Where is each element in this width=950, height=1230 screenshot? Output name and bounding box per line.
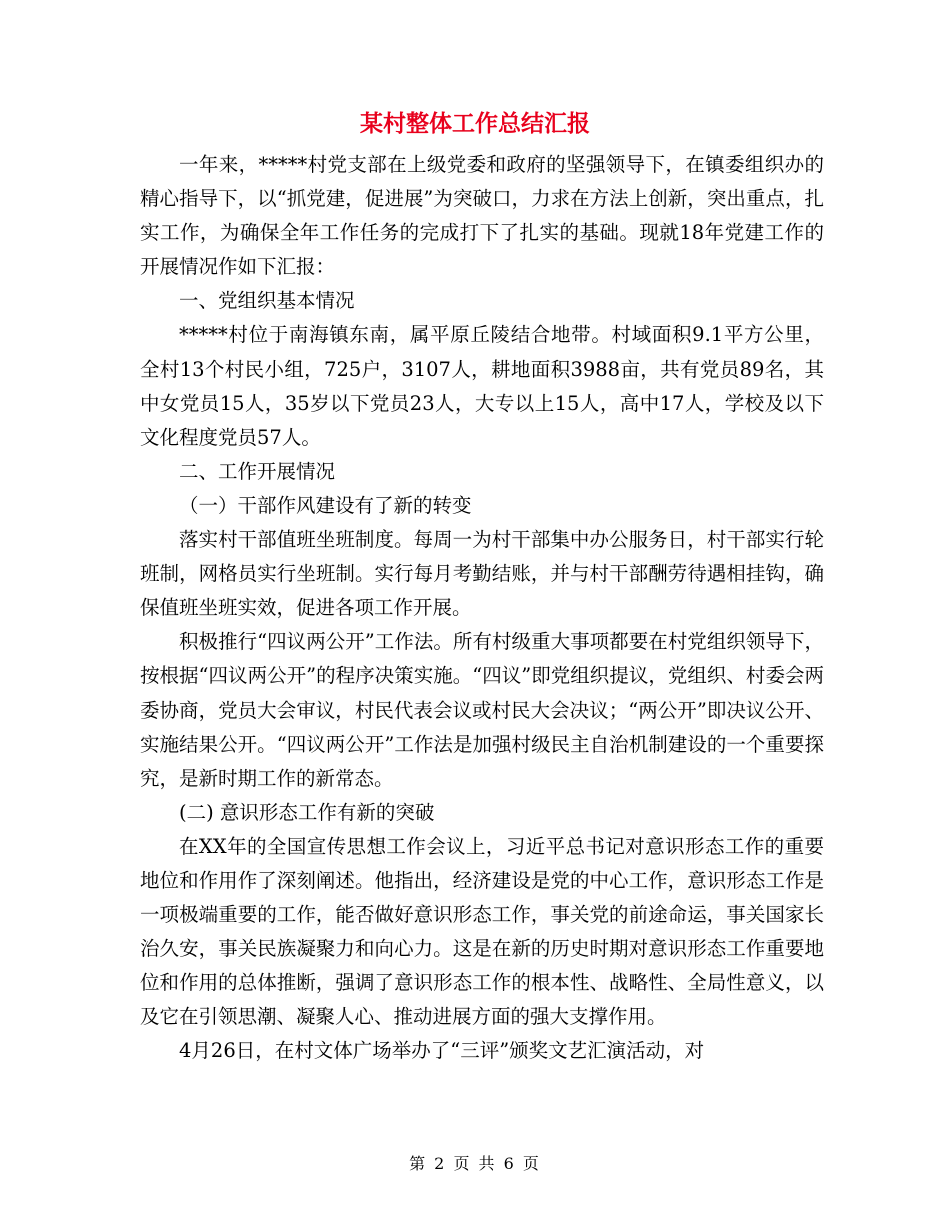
subsection-heading-cadre-style: （一）干部作风建设有了新的转变 [179, 493, 472, 517]
section-heading-work: 二、工作开展情况 [179, 459, 336, 483]
paragraph-basic-info: *****村位于南海镇东南，属平原丘陵结合地带。村域面积9.1平方公里，全村13个村民小组，725户，3107人，耕地面积3988亩，共有党员89名，其中女党员15人，35岁以下党员23人，大专以上15人，高中17人，学校及以下文化程度党员57人。 [140, 323, 824, 449]
paragraph-ideology: 在XX年的全国宣传思想工作会议上，习近平总书记对意识形态工作的重要地位和作用作了深刻阐述。他指出，经济建设是党的中心工作，意识形态工作是一项极端重要的工作，能否做好意识形态工作，事关党的前途命运，事关国家长治久安，事关民族凝聚力和向心力。这是在新的历史时期对意识形态工作重要地位和作用的总体推断，强调了意识形态工作的根本性、战略性、全局性意义，以及它在引领思潮、凝聚人心、推动进展方面的强大支撑作用。 [140, 834, 824, 1029]
paragraph-intro: 一年来，*****村党支部在上级党委和政府的坚强领导下，在镇委组织办的精心指导下，以“抓党建，促进展”为突破口，力求在方法上创新，突出重点，扎实工作，为确保全年工作任务的完成打下了扎实的基础。现就18年党建工作的开展情况作如下汇报： [140, 153, 824, 279]
page-number-footer: 第 2 页 共 6 页 [409, 1154, 541, 1173]
document-body [140, 148, 824, 1069]
paragraph-four-two-method: 积极推行“四议两公开”工作法。所有村级重大事项都要在村党组织领导下，按根据“四议两公开”的程序决策实施。“四议”即党组织提议，党组织、村委会两委协商，党员大会审议，村民代表会议或村民大会决议；“两公开”即决议公开、实施结果公开。“四议两公开”工作法是加强村级民主自治机制建设的一个重要探究，是新时期工作的新常态。 [140, 630, 824, 790]
paragraph-event: 4月26日，在村文体广场举办了“三评”颁奖文艺汇演活动，对 [179, 1039, 705, 1063]
section-heading-basic-info: 一、党组织基本情况 [179, 289, 355, 313]
paragraph-duty-system: 落实村干部值班坐班制度。每周一为村干部集中办公服务日，村干部实行轮班制，网格员实行坐班制。实行每月考勤结账，并与村干部酬劳待遇相挂钩，确保值班坐班实效，促进各项工作开展。 [140, 528, 824, 620]
subsection-heading-ideology: (二) 意识形态工作有新的突破 [179, 800, 435, 824]
document-title: 某村整体工作总结汇报 [360, 110, 590, 137]
